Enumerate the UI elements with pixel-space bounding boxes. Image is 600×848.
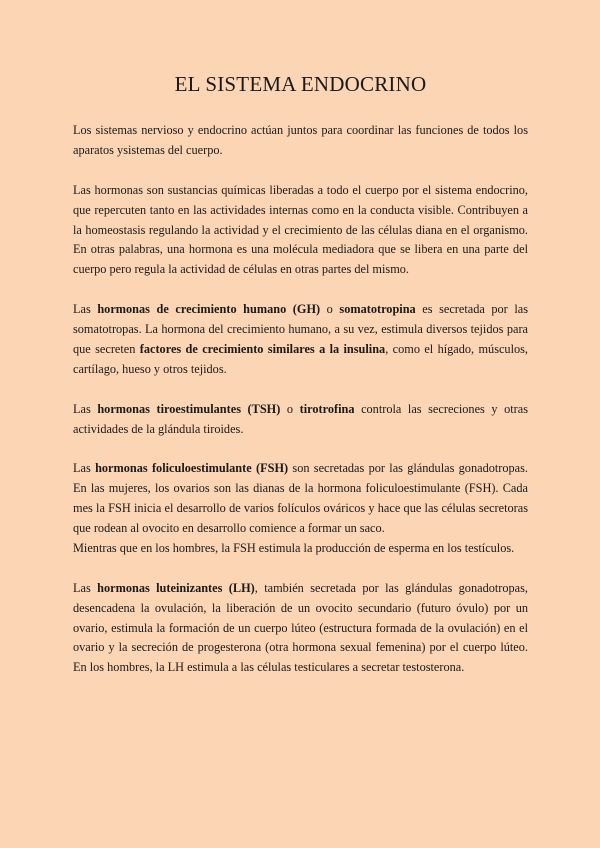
paragraph-tsh (73, 400, 528, 440)
text-run: o (320, 302, 340, 317)
bold-term-gh: hormonas de crecimiento humano (GH) (97, 302, 321, 317)
text-run: , también secretada por las glándulas gonadotropas, desencadena la ovulación, la liberación de un ovocito secundario (futuro óvulo) por un ovario, estimula la formación de un cuerpo lúteo (estructura formada de la ovulación) en el ovario y la secreción de progesterona (otra hormona sexual femenina) por el cuerpo lúteo. En los hombres, la LH estimula a las células testiculares a secretar testosterona. (73, 580, 528, 675)
text-run: Las (73, 461, 96, 476)
paragraph-hormones-definition: Las hormonas son sustancias químicas liberadas a todo el cuerpo por el sistema endocrino, que repercuten tanto en las actividades internas como en la conducta visible. Contribuyen a la homeostasis regulando la actividad y el crecimiento de las células diana en el organismo. En otras palabras, una hormona es una molécula mediadora que se libera en una parte del cuerpo pero regula la actividad de células en otras partes del mismo. (73, 182, 528, 277)
bold-term-tirotrofina: tirotrofina (299, 401, 355, 416)
text-run: Las (73, 302, 98, 317)
paragraph-gh (73, 300, 528, 380)
paragraph-fsh (73, 459, 528, 539)
paragraph-intro: Los sistemas nervioso y endocrino actúan juntos para coordinar las funciones de todos los aparatos ysistemas del cuerpo. (73, 123, 528, 157)
bold-term-fsh: hormonas foliculoestimulante (FSH) (95, 461, 289, 476)
text-run: o (280, 401, 300, 416)
text-run: son secretadas por las glándulas gonadotropas. En las mujeres, los ovarios son las dianas de la hormona foliculoestimulante (FSH). Cada mes la FSH inicia el desarrollo de varios folículos ováricos y hace que las células secretoras que rodean al ovocito en desarrollo comience a formar un saco. (73, 461, 528, 536)
text-run: Las (73, 580, 98, 595)
bold-term-tsh: hormonas tiroestimulantes (TSH) (97, 401, 281, 416)
paragraph-lh (73, 579, 528, 679)
bold-term-lh: hormonas luteinizantes (LH) (97, 580, 255, 595)
bold-term-igf: factores de crecimiento similares a la insulina (139, 341, 386, 356)
text-run: controla las secreciones y otras actividades de la glándula tiroides. (73, 401, 528, 436)
text-run: , como el hígado, músculos, cartílago, hueso y otros tejidos. (73, 341, 529, 376)
text-run: es secretada por las somatotropas. La hormona del crecimiento humano, a su vez, estimula diversos tejidos para que secreten (73, 302, 529, 356)
document-body (73, 121, 528, 678)
bold-term-somatotropina: somatotropina (339, 302, 416, 317)
text-run: Las (73, 401, 98, 416)
paragraph-fsh-men: Mientras que en los hombres, la FSH estimula la producción de esperma en los testículos. (73, 540, 515, 555)
page-title: EL SISTEMA ENDOCRINO (174, 72, 427, 96)
